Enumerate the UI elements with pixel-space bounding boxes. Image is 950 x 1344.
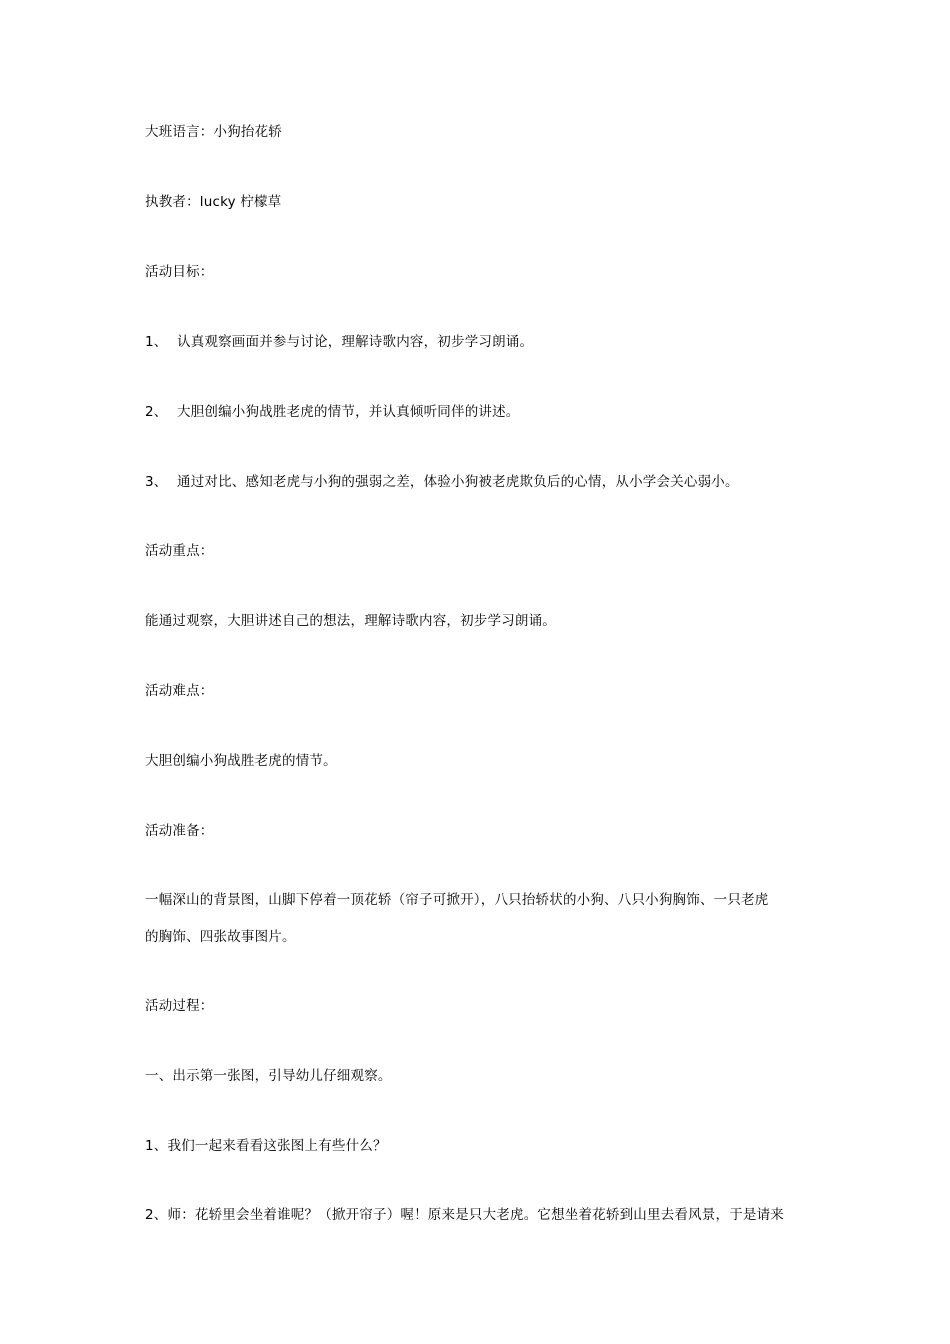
- step-one: 一、出示第一张图，引导幼儿仔细观察。: [145, 1068, 392, 1084]
- question-one: 1、我们一起来看看这张图上有些什么？: [145, 1138, 387, 1154]
- document-title: 大班语言：小狗抬花轿: [145, 124, 282, 140]
- preparation-text-line-1: 一幅深山的背景图，山脚下停着一顶花轿（帘子可掀开），八只抬轿状的小狗、八只小狗胸饰、一只老虎: [145, 892, 769, 908]
- teacher-line: 执教者：lucky 柠檬草: [145, 194, 282, 210]
- question-two: 2、师：花轿里会坐着谁呢？（掀开帘子）喔！原来是只大老虎。它想坐着花轿到山里去看风景，于是请来: [145, 1207, 784, 1223]
- goal-text: 大胆创编小狗战胜老虎的情节，并认真倾听同伴的讲述。: [177, 404, 520, 420]
- goal-number: 2、: [145, 404, 168, 420]
- goal-item-2: [145, 402, 815, 422]
- key-points-text: 能通过观察，大胆讲述自己的想法，理解诗歌内容，初步学习朗诵。: [145, 613, 556, 629]
- preparation-text-line-2: 的胸饰、四张故事图片。: [145, 929, 296, 945]
- key-points-heading: 活动重点：: [145, 543, 214, 559]
- goal-text: 认真观察画面并参与讨论，理解诗歌内容，初步学习朗诵。: [177, 334, 534, 350]
- goals-heading: 活动目标：: [145, 264, 214, 280]
- difficulty-text: 大胆创编小狗战胜老虎的情节。: [145, 753, 337, 769]
- process-heading: 活动过程：: [145, 998, 214, 1014]
- preparation-heading: 活动准备：: [145, 823, 214, 839]
- goal-number: 3、: [145, 474, 168, 490]
- goal-item-3: [145, 472, 815, 492]
- goal-number: 1、: [145, 334, 168, 350]
- goal-text: 通过对比、感知老虎与小狗的强弱之差，体验小狗被老虎欺负后的心情，从小学会关心弱小。: [177, 474, 739, 490]
- goal-item-1: [145, 332, 815, 352]
- difficulty-heading: 活动难点：: [145, 683, 214, 699]
